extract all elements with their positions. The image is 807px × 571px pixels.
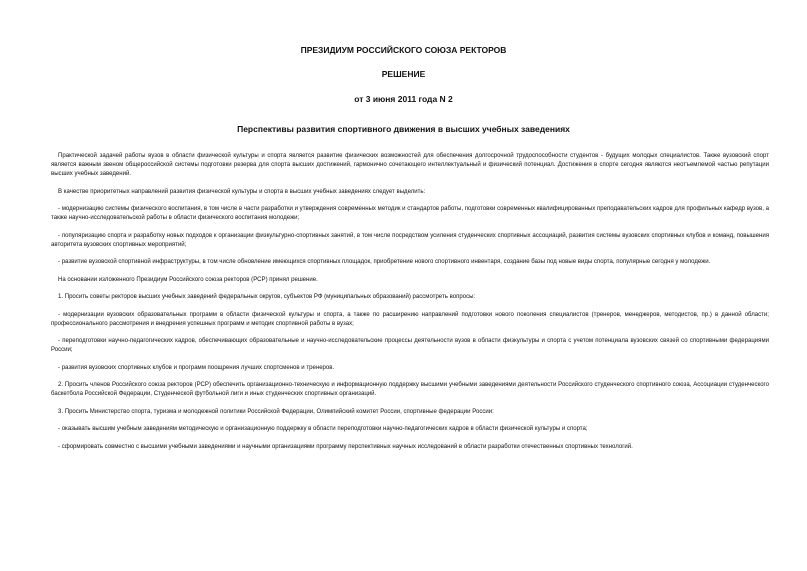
document-body	[51, 152, 769, 460]
document-type-heading: РЕШЕНИЕ	[381, 69, 426, 79]
paragraph: - модернизации вузовских образовательных программ в области физической культуры и спорта, а также по расширению направлений подготовки нового поколения специалистов (тренеров, менеджеров, методистов, пр.) в данной области; профессионального рассмотрения и внедрения успешных программ и методик спортивной работы в вузах;	[51, 311, 769, 327]
paragraph: 1. Просить советы ректоров высших учебных заведений федеральных округов, субъектов РФ (муниципальных образований) рассмотреть вопросы:	[58, 294, 476, 300]
paragraph: 2. Просить членов Российского союза ректоров (РСР) обеспечить организационно-техническую и информационную поддержку высшими учебными заведениями деятельности Российского студенческого спортивного союза, Ассоциации студенческого баскетбола Российской Федерации, Студенческой футбольной лиги и иных студенческих спортивных организаций.	[51, 382, 769, 397]
paragraph: - развития вузовских спортивных клубов и программ поощрения лучших спортсменов и тренеров.	[58, 364, 335, 371]
paragraph: Практической задачей работы вузов в области физической культуры и спорта является развитие физических возможностей для обеспечения долгосрочной трудоспособности студентов - будущих молодых специалистов. Также вузовский спорт является важным звеном общероссийской системы подготовки резерва для спорта высших достижений, гармонично сочетающего интеллектуальный и физический потенциал. Достижения в спорте сегодня являются неотъемлемой частью репутации высших учебных заведений.	[51, 153, 769, 177]
paragraph: На основании изложенного Президиум Российского союза ректоров (РСР) принял решение.	[58, 276, 318, 283]
document-title: Перспективы развития спортивного движения в высших учебных заведениях	[237, 124, 570, 134]
paragraph: - оказывать высшим учебным заведениям методическую и организационную поддержку в области переподготовки научно-педагогических кадров в области физической культуры и спорта;	[58, 426, 588, 432]
organization-heading: ПРЕЗИДИУМ РОССИЙСКОГО СОЮЗА РЕКТОРОВ	[300, 45, 507, 55]
date-number-heading: от 3 июня 2011 года N 2	[354, 94, 453, 104]
paragraph: - переподготовки научно-педагогических кадров, обеспечивающих образовательные и научно-исследовательские процессы деятельности вузов в области физкультуры и спорта с учетом потенциала вузовских связей со спортивными федерациями России;	[51, 338, 769, 353]
paragraph: - модернизацию системы физического воспитания, в том числе в части разработки и утверждения современных методик и стандартов работы, подготовки современных квалифицированных преподавательских кадров для профильных кафедр вузов, а также научно-исследовательской работы в области физического воспитания молодежи;	[51, 206, 769, 221]
paragraph: - сформировать совместно с высшими учебными заведениями и научными организациями программу перспективных научных исследований в области разработки отечественных спортивных технологий.	[58, 443, 633, 450]
paragraph: В качестве приоритетных направлений развития физической культуры и спорта в высших учебных заведениях следует выделить:	[58, 188, 426, 195]
paragraph: - популяризацию спорта и разработку новых подходов к организации физкультурно-спортивных занятий, в том числе посредством усиления студенческих спортивных ассоциаций, развития системы вузовских спортивных клубов и команд, повышения авторитета вузовских спортивных мероприятий;	[51, 232, 769, 248]
paragraph: - развитие вузовской спортивной инфраструктуры, в том числе обновление имеющихся спортивных площадок, приобретение нового спортивного инвентаря, создание базы под новые виды спорта, популярные сегодня у молодежи.	[58, 259, 711, 265]
paragraph: 3. Просить Министерство спорта, туризма и молодежной политики Российской Федерации, Олимпийский комитет России, спортивные федерации России:	[58, 408, 494, 415]
